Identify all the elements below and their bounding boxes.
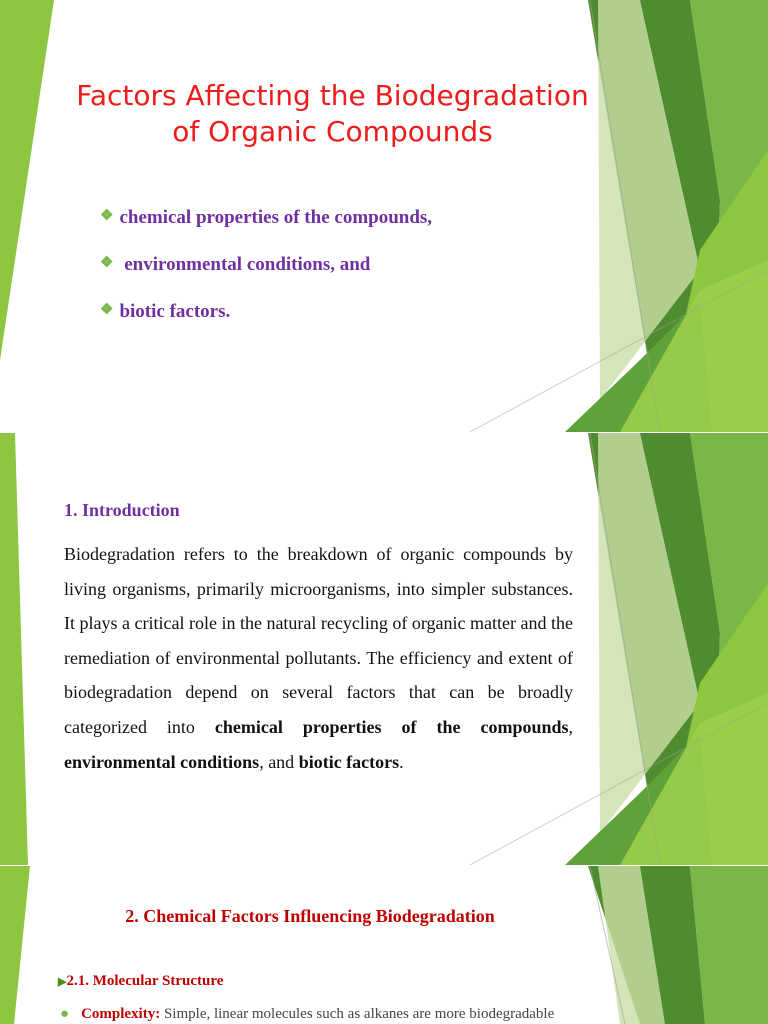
list-item (100, 205, 432, 252)
list-item (100, 252, 432, 299)
title-line-1: Factors Affecting the Biodegradation (76, 79, 589, 112)
slide-3 (0, 866, 768, 1024)
bullet-text: biotic factors. (119, 301, 231, 322)
factor-list (100, 205, 432, 346)
intro-paragraph: Biodegradation refers to the breakdown of organic compounds by living organisms, primarily microorganisms, into simpler substances. It plays a critical role in the natural recycling of organic matter and the remediation of environmental pollutants. The efficiency and extent of biodegradation depend on several factors that can be broadly categorized into chemical properties of the compounds, environmental conditions, and biotic factors. (64, 544, 573, 772)
subsection-heading: ▶2.1. Molecular Structure (58, 973, 224, 989)
list-item (100, 299, 432, 346)
bullet-text: chemical properties of the compounds, (119, 207, 433, 228)
slide-title (30, 78, 635, 150)
list-item: ● Complexity: Simple, linear molecules such as alkanes are more biodegradable (60, 1006, 555, 1022)
slide-3-decoration (0, 866, 768, 1024)
diamond-bullet-icon: ❖ (100, 208, 114, 224)
section-heading: 1. Introduction (64, 500, 180, 520)
slide-1 (0, 0, 768, 432)
bullet-dot-icon: ● (60, 1006, 70, 1022)
slide-2 (0, 433, 768, 865)
diamond-bullet-icon: ❖ (100, 302, 114, 318)
diamond-bullet-icon: ❖ (100, 255, 114, 271)
triangle-bullet-icon: ▶ (58, 976, 67, 988)
section-heading: 2. Chemical Factors Influencing Biodegradation (125, 906, 495, 926)
bullet-text: environmental conditions, and (119, 254, 371, 275)
title-line-2: of Organic Compounds (172, 115, 493, 148)
